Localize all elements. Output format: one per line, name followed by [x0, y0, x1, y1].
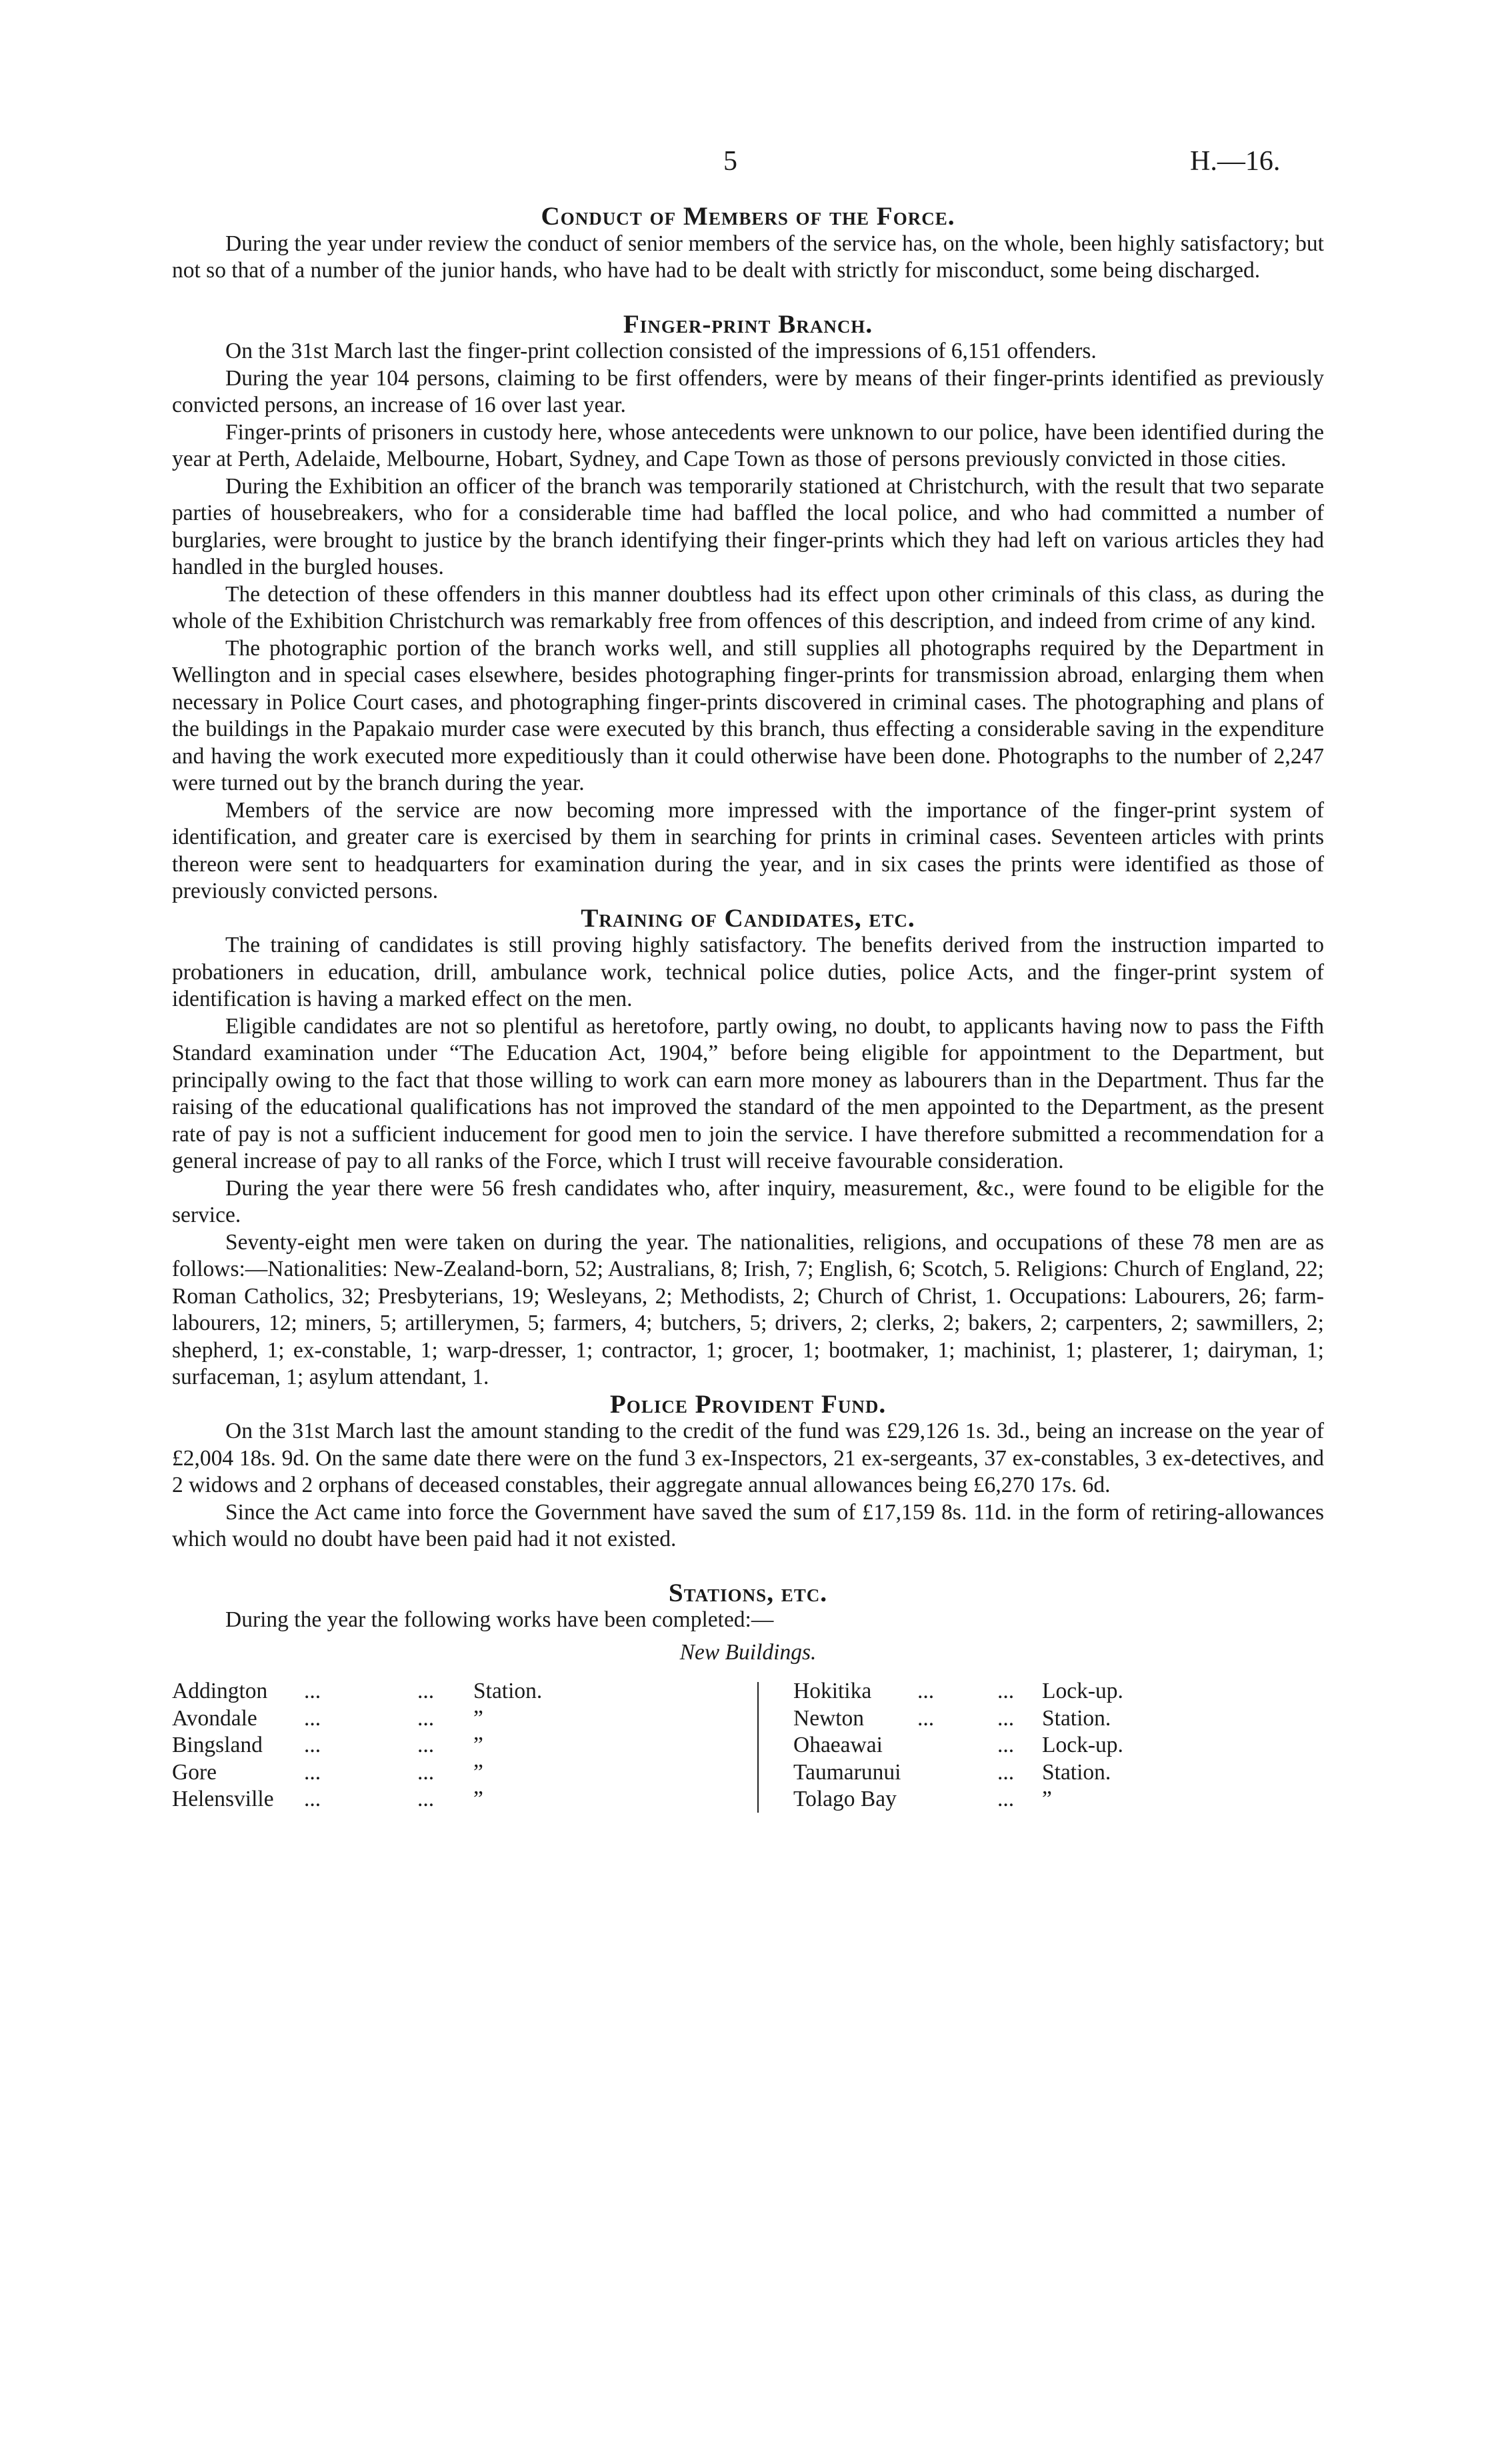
- list-item: [172, 1678, 745, 1705]
- paragraph: During the Exhibition an officer of the branch was temporarily stationed at Christchurch, with the result that two separate parties of housebreakers, who for a considerable time had baffled the local police, and who had committed a number of burglaries, were brought to justice by the branch identifying their finger-prints which they had left on various articles they had handled in the burgled houses.: [172, 473, 1324, 579]
- document-body: [172, 203, 1324, 1818]
- leader-dots: ...: [417, 1787, 435, 1811]
- leader-dots: ...: [997, 1705, 1015, 1731]
- building-type: Lock-up.: [1042, 1733, 1123, 1757]
- paragraph: The training of candidates is still proving highly satisfactory. The benefits derived from the instruction imparted to probationers in education, drill, ambulance work, technical police duties, police Acts, and the finger-print system of identification is having a marked effect on the men.: [172, 933, 1324, 1011]
- place-name: Addington: [172, 1679, 268, 1703]
- leader-dots: ...: [417, 1679, 435, 1703]
- place-name: Taumarunui: [793, 1759, 901, 1785]
- paragraph: Members of the service are now becoming more impressed with the importance of the finger-print system of identification, and greater care is exercised by them in searching for prints in criminal cases. Seventeen articles with prints thereon were sent to headquarters for examination during the year, and in six cases the prints were identified as those of previously convicted persons.: [172, 797, 1324, 903]
- leader-dots: ...: [417, 1759, 435, 1785]
- column-divider: [757, 1682, 759, 1813]
- paragraph: The detection of these offenders in this manner doubtless had its effect upon other criminals of this class, as during the whole of the Exhibition Christchurch was remarkably free from offences of this description, and indeed from crime of any kind.: [172, 581, 1324, 633]
- building-type: ”: [473, 1787, 483, 1811]
- paragraph: During the year there were 56 fresh candidates who, after inquiry, measurement, &c., were found to be eligible for the service.: [172, 1175, 1324, 1227]
- works-list: [172, 1678, 1324, 1818]
- page-number: 5: [723, 146, 737, 177]
- list-item: [785, 1678, 1319, 1705]
- leader-dots: ...: [997, 1787, 1015, 1811]
- paragraph: During the year 104 persons, claiming to be first offenders, were by means of their finger-prints identified as previously convicted persons, an increase of 16 over last year.: [172, 365, 1324, 417]
- paragraph: The photographic portion of the branch works well, and still supplies all photographs required by the Department in Wellington and in special cases elsewhere, besides photographing finger-prints for transmission abroad, enlarging them when necessary in Police Court cases, and photographing finger-prints discovered in criminal cases. The photographing and plans of the buildings in the Papakaio murder case were executed by this branch, thus effecting a considerable saving in the expenditure and having the work executed more expeditiously than it could otherwise have been done. Photographs to the number of 2,247 were turned out by the branch during the year.: [172, 635, 1324, 795]
- building-type: ”: [473, 1759, 483, 1785]
- leader-dots: ...: [417, 1733, 435, 1757]
- place-name: Bingsland: [172, 1733, 263, 1757]
- building-type: ”: [473, 1733, 483, 1757]
- section-heading-stations: Stations, etc.: [668, 1578, 828, 1607]
- paragraph: Seventy-eight men were taken on during the year. The nationalities, religions, and occupations of these 78 men are as follows:—Nationalities: New-Zealand-born, 52; Australians, 8; Irish, 7; English, 6; Scotch, 5. Religions: Church of England, 22; Roman Catholics, 32; Presbyterians, 19; Wesleyans, 2; Methodists, 2; Church of Christ, 1. Occupations: Labourers, 26; farm-labourers, 12; miners, 5; artillerymen, 5; farmers, 4; butchers, 5; drivers, 2; clerks, 2; bakers, 2; carpenters, 2; sawmillers, 2; shepherd, 1; ex-constable, 1; warp-dresser, 1; contractor, 1; grocer, 1; bootmaker, 1; machinist, 1; plasterer, 1; dairyman, 1; surfaceman, 1; asylum attendant, 1.: [172, 1229, 1324, 1389]
- building-type: ”: [473, 1705, 483, 1731]
- list-item: [785, 1759, 1319, 1787]
- list-item: [172, 1759, 745, 1787]
- leader-dots: ...: [997, 1759, 1015, 1785]
- subheading-new-buildings: New Buildings.: [679, 1639, 817, 1665]
- list-item: [785, 1732, 1319, 1759]
- section-heading-training: Training of Candidates, etc.: [581, 903, 915, 933]
- section-heading-conduct: Conduct of Members of the Force.: [541, 202, 955, 231]
- paragraph: On the 31st March last the amount standing to the credit of the fund was £29,126 1s. 3d., being an increase on the year of £2,004 18s. 9d. On the same date there were on the fund 3 ex-Inspectors, 21 ex-sergeants, 37 ex-constables, 3 ex-detectives, and 2 widows and 2 orphans of deceased constables, their aggregate annual allowances being £6,270 17s. 6d.: [172, 1419, 1324, 1497]
- paragraph: On the 31st March last the finger-print collection consisted of the impressions of 6,151 offenders.: [225, 339, 1097, 363]
- place-name: Hokitika: [793, 1679, 872, 1703]
- place-name: Gore: [172, 1759, 217, 1785]
- list-item: [172, 1705, 745, 1733]
- section-heading-finger-print: Finger-print Branch.: [623, 309, 873, 339]
- list-item: [785, 1786, 1319, 1813]
- building-type: Lock-up.: [1042, 1679, 1123, 1703]
- paragraph: During the year under review the conduct of senior members of the service has, on the whole, been highly satisfactory; but not so that of a number of the junior hands, who have had to be dealt with strictly for misconduct, some being discharged.: [172, 231, 1324, 283]
- list-item: [172, 1786, 745, 1813]
- leader-dots: ...: [997, 1679, 1015, 1703]
- paragraph: During the year the following works have been completed:—: [225, 1607, 774, 1632]
- list-item: [785, 1705, 1319, 1733]
- leader-dots: ...: [417, 1705, 435, 1731]
- leader-dots: ...: [304, 1679, 321, 1703]
- place-name: Tolago Bay: [793, 1787, 897, 1811]
- paragraph: Since the Act came into force the Government have saved the sum of £17,159 8s. 11d. in the form of retiring-allowances which would no doubt have been paid had it not existed.: [172, 1499, 1324, 1551]
- works-column-right: [785, 1678, 1319, 1813]
- place-name: Ohaeawai: [793, 1733, 883, 1757]
- leader-dots: ...: [917, 1679, 935, 1703]
- leader-dots: ...: [304, 1733, 321, 1757]
- place-name: Avondale: [172, 1705, 257, 1731]
- section-heading-provident-fund: Police Provident Fund.: [609, 1389, 887, 1419]
- place-name: Helensville: [172, 1787, 274, 1811]
- leader-dots: ...: [304, 1759, 321, 1785]
- leader-dots: ...: [917, 1705, 935, 1731]
- leader-dots: ...: [304, 1705, 321, 1731]
- building-type: ”: [1042, 1787, 1052, 1811]
- document-code: H.—16.: [1190, 146, 1281, 177]
- list-item: [172, 1732, 745, 1759]
- works-column-left: [172, 1678, 745, 1813]
- building-type: Station.: [473, 1679, 543, 1703]
- paragraph: Finger-prints of prisoners in custody here, whose antecedents were unknown to our police, have been identified during the year at Perth, Adelaide, Melbourne, Hobart, Sydney, and Cape Town as those of persons previously convicted in those cities.: [172, 419, 1324, 471]
- leader-dots: ...: [304, 1787, 321, 1811]
- paragraph: Eligible candidates are not so plentiful as heretofore, partly owing, no doubt, to applicants having now to pass the Fifth Standard examination under “The Education Act, 1904,” before being eligible for appointment to the Department, but principally owing to the fact that those willing to work can earn more money as labourers than in the Department. Thus far the raising of the educational qualifications has not improved the standard of the men appointed to the Department, as the present rate of pay is not a sufficient inducement for good men to join the service. I have therefore submitted a recommendation for a general increase of pay to all ranks of the Force, which I trust will receive favourable consideration.: [172, 1013, 1324, 1173]
- place-name: Newton: [793, 1705, 865, 1731]
- leader-dots: ...: [997, 1733, 1015, 1757]
- building-type: Station.: [1042, 1759, 1111, 1785]
- building-type: Station.: [1042, 1705, 1111, 1731]
